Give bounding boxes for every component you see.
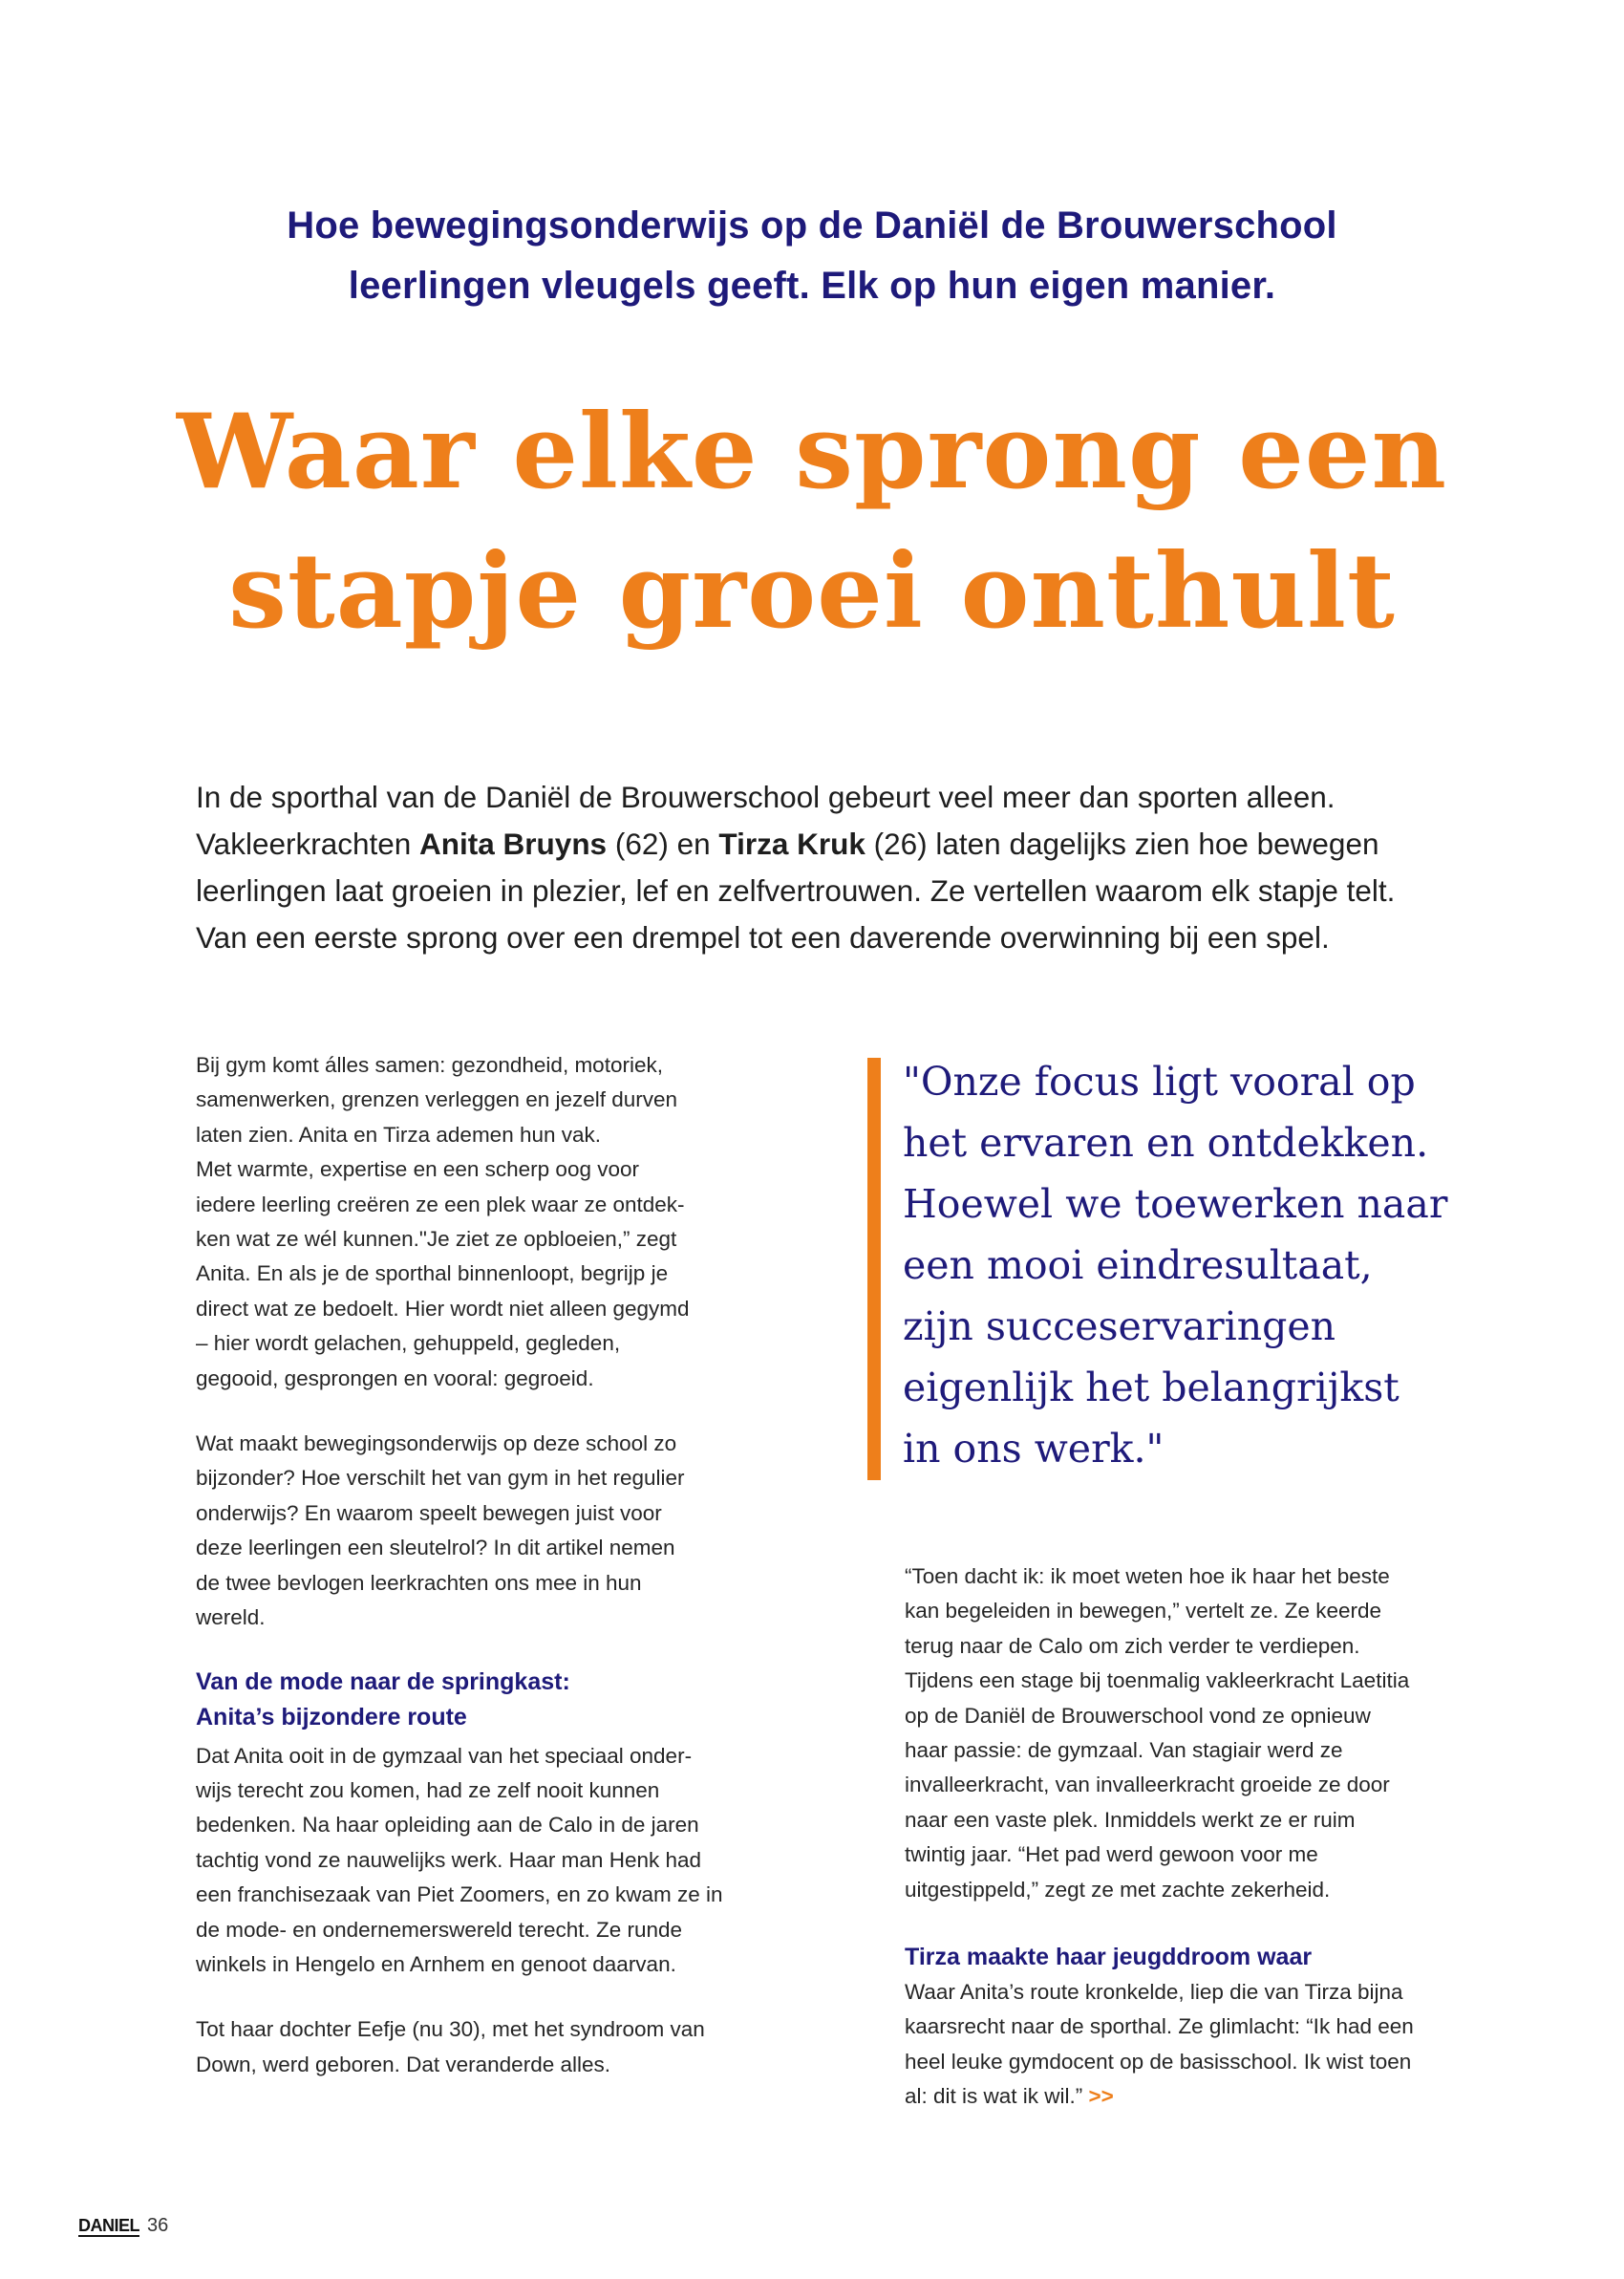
quote-line: het ervaren en ontdekken. (903, 1120, 1429, 1166)
subhead-line: Tirza maakte haar jeugddroom waar (905, 1944, 1313, 1971)
text-line: tachtig vond ze nauwelijks werk. Haar man Henk had (196, 1847, 702, 1872)
subhead-line: Anita’s bijzondere route (196, 1703, 467, 1731)
intro-name-tirza: Tirza Kruk (718, 827, 865, 861)
headline-line: stapje groei onthult (228, 531, 1396, 652)
kicker-line: leerlingen vleugels geeft. Elk op hun eigen manier. (348, 265, 1276, 307)
text-line: Tijdens een stage bij toenmalig vakleerkracht Laetitia (905, 1668, 1410, 1693)
paragraph (196, 1427, 788, 1635)
text-line: bijzonder? Hoe verschilt het van gym in het regulier (196, 1466, 685, 1491)
text-line: kan begeleiden in bewegen,” vertelt ze. Ze keerde (905, 1599, 1382, 1623)
text-line: uitgestippeld,” zegt ze met zachte zekerheid. (905, 1877, 1331, 1902)
intro-line (196, 821, 1485, 868)
text-line: op de Daniël de Brouwerschool vond ze opnieuw (905, 1703, 1371, 1728)
section-subhead (905, 1940, 1516, 1975)
text-line: “Toen dacht ik: ik moet weten hoe ik haar het beste (905, 1564, 1390, 1588)
page-number: 36 (147, 2215, 169, 2236)
text-line: laten zien. Anita en Tirza ademen hun vak. (196, 1122, 602, 1147)
intro-text: (26) laten dagelijks zien hoe bewegen (865, 827, 1379, 861)
text-line: wereld. (196, 1605, 266, 1630)
paragraph (196, 1048, 788, 1396)
text-line: deze leerlingen een sleutelrol? In dit artikel nemen (196, 1536, 675, 1560)
text-line: heel leuke gymdocent op de basisschool. Ik wist toen (905, 2049, 1412, 2074)
article-headline (143, 382, 1481, 661)
quote-line: Hoewel we toewerken naar (903, 1181, 1448, 1227)
intro-line: leerlingen laat groeien in plezier, lef en zelfvertrouwen. Ze vertellen waarom elk stapje telt. (196, 873, 1396, 908)
text-line: Met warmte, expertise en een scherp oog voor (196, 1157, 639, 1182)
text-line: onderwijs? En waarom speelt bewegen juist voor (196, 1500, 662, 1525)
article-intro (196, 774, 1485, 961)
quote-line: eigenlijk het belangrijkst (903, 1365, 1400, 1410)
paragraph (905, 1559, 1516, 1907)
text-line: iedere leerling creëren ze een plek waar ze ontdek- (196, 1192, 685, 1216)
text-line: een franchisezaak van Piet Zoomers, en zo kwam ze in (196, 1882, 723, 1907)
text-line: Wat maakt bewegingsonderwijs op deze school zo (196, 1431, 677, 1456)
left-column (196, 1048, 788, 2082)
text-line: naar een vaste plek. Inmiddels werkt ze er ruim (905, 1807, 1356, 1832)
paragraph (196, 2012, 788, 2082)
paragraph (905, 1975, 1516, 2115)
quote-line: zijn succeservaringen (903, 1303, 1336, 1349)
text-line: Down, werd geboren. Dat veranderde alles. (196, 2052, 610, 2076)
text-line: samenwerken, grenzen verleggen en jezelf durven (196, 1087, 678, 1112)
text-line: bedenken. Na haar opleiding aan de Calo in de jaren (196, 1813, 699, 1838)
headline-line: Waar elke sprong een (176, 392, 1448, 512)
intro-text: Vakleerkrachten (196, 827, 420, 861)
text-line: Dat Anita ooit in de gymzaal van het speciaal onder- (196, 1743, 693, 1768)
section-subhead (196, 1665, 788, 1735)
text-line: Waar Anita’s route kronkelde, liep die van Tirza bijna (905, 1980, 1403, 2005)
continue-marker: >> (1088, 2084, 1114, 2109)
quote-line: in ons werk." (903, 1426, 1165, 1472)
magazine-logo: DANIEL (78, 2216, 139, 2235)
text-line: twintig jaar. “Het pad werd gewoon voor me (905, 1842, 1318, 1867)
text-line: direct wat ze bedoelt. Hier wordt niet alleen gegymd (196, 1296, 690, 1321)
intro-line: Van een eerste sprong over een drempel tot een daverende overwinning bij een spel. (196, 920, 1330, 955)
pull-quote (903, 1051, 1514, 1479)
text-line: – hier wordt gelachen, gehuppeld, gegleden, (196, 1331, 621, 1356)
text-line: Tot haar dochter Eefje (nu 30), met het syndroom van (196, 2017, 705, 2042)
pull-quote-bar (867, 1058, 881, 1480)
quote-line: een mooi eindresultaat, (903, 1242, 1373, 1288)
text-line: gegooid, gesprongen en vooral: gegroeid. (196, 1365, 594, 1390)
intro-line: In de sporthal van de Daniël de Brouwerschool gebeurt veel meer dan sporten alleen. (196, 780, 1336, 814)
text-line (905, 2079, 1516, 2114)
text-line: invalleerkracht, van invalleerkracht groeide ze door (905, 1773, 1390, 1797)
text-line: Bij gym komt álles samen: gezondheid, motoriek, (196, 1053, 663, 1077)
text-line: Anita. En als je de sporthal binnenloopt, begrijp je (196, 1261, 669, 1286)
article-kicker (191, 196, 1433, 316)
text-line: ken wat ze wél kunnen."Je ziet ze opbloeien,” zegt (196, 1227, 677, 1252)
text-line: wijs terecht zou komen, had ze zelf nooit kunnen (196, 1777, 660, 1802)
text-line: de mode- en ondernemerswereld terecht. Ze runde (196, 1917, 683, 1942)
text-line: terug naar de Calo om zich verder te verdiepen. (905, 1633, 1360, 1658)
text-line: de twee bevlogen leerkrachten ons mee in hun (196, 1570, 642, 1595)
kicker-line: Hoe bewegingsonderwijs op de Daniël de Brouwerschool (287, 204, 1337, 247)
intro-name-anita: Anita Bruyns (419, 827, 608, 861)
paragraph (196, 1739, 788, 1983)
intro-text: (62) en (607, 827, 719, 861)
text-line: kaarsrecht naar de sporthal. Ze glimlacht: “Ik had een (905, 2014, 1414, 2039)
page-footer (78, 2215, 168, 2237)
right-column (905, 1559, 1516, 2115)
quote-line: "Onze focus ligt vooral op (903, 1059, 1416, 1105)
subhead-line: Van de mode naar de springkast: (196, 1667, 570, 1695)
text-line: haar passie: de gymzaal. Van stagiair werd ze (905, 1738, 1343, 1763)
text-fragment: al: dit is wat ik wil.” (905, 2084, 1089, 2109)
text-line: winkels in Hengelo en Arnhem en genoot daarvan. (196, 1951, 676, 1976)
